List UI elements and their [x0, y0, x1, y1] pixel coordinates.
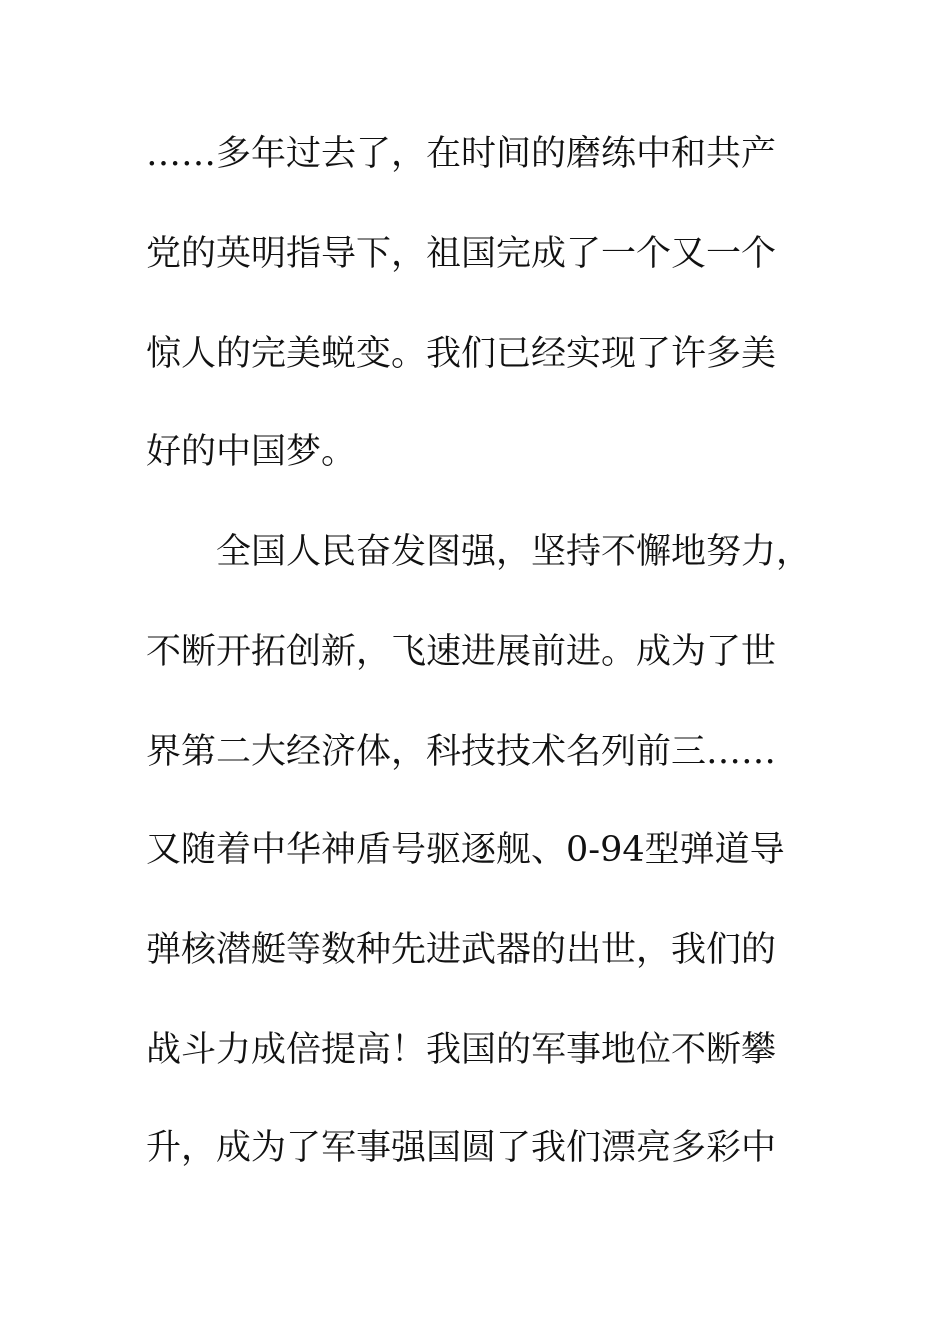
text-line-5: 全国人民奋发图强，坚持不懈地努力，: [216, 532, 812, 572]
text-line-9: 弹核潜艇等数种先进武器的出世，我们的: [146, 930, 777, 970]
text-line-10: 战斗力成倍提高！我国的军事地位不断攀: [146, 1030, 777, 1070]
text-line-8: 又随着中华神盾号驱逐舰、0-94型弹道导: [146, 830, 785, 870]
text-line-2: 党的英明指导下，祖国完成了一个又一个: [146, 234, 777, 274]
text-line-7: 界第二大经济体，科技技术名列前三……: [146, 732, 777, 772]
text-line-4: 好的中国梦。: [146, 432, 357, 472]
text-line-3: 惊人的完美蜕变。我们已经实现了许多美: [146, 334, 777, 374]
text-line-11: 升，成为了军事强国圆了我们漂亮多彩中: [146, 1128, 777, 1168]
text-line-1: ……多年过去了，在时间的磨练中和共产: [146, 134, 777, 174]
text-line-6: 不断开拓创新，飞速进展前进。成为了世: [146, 632, 777, 672]
